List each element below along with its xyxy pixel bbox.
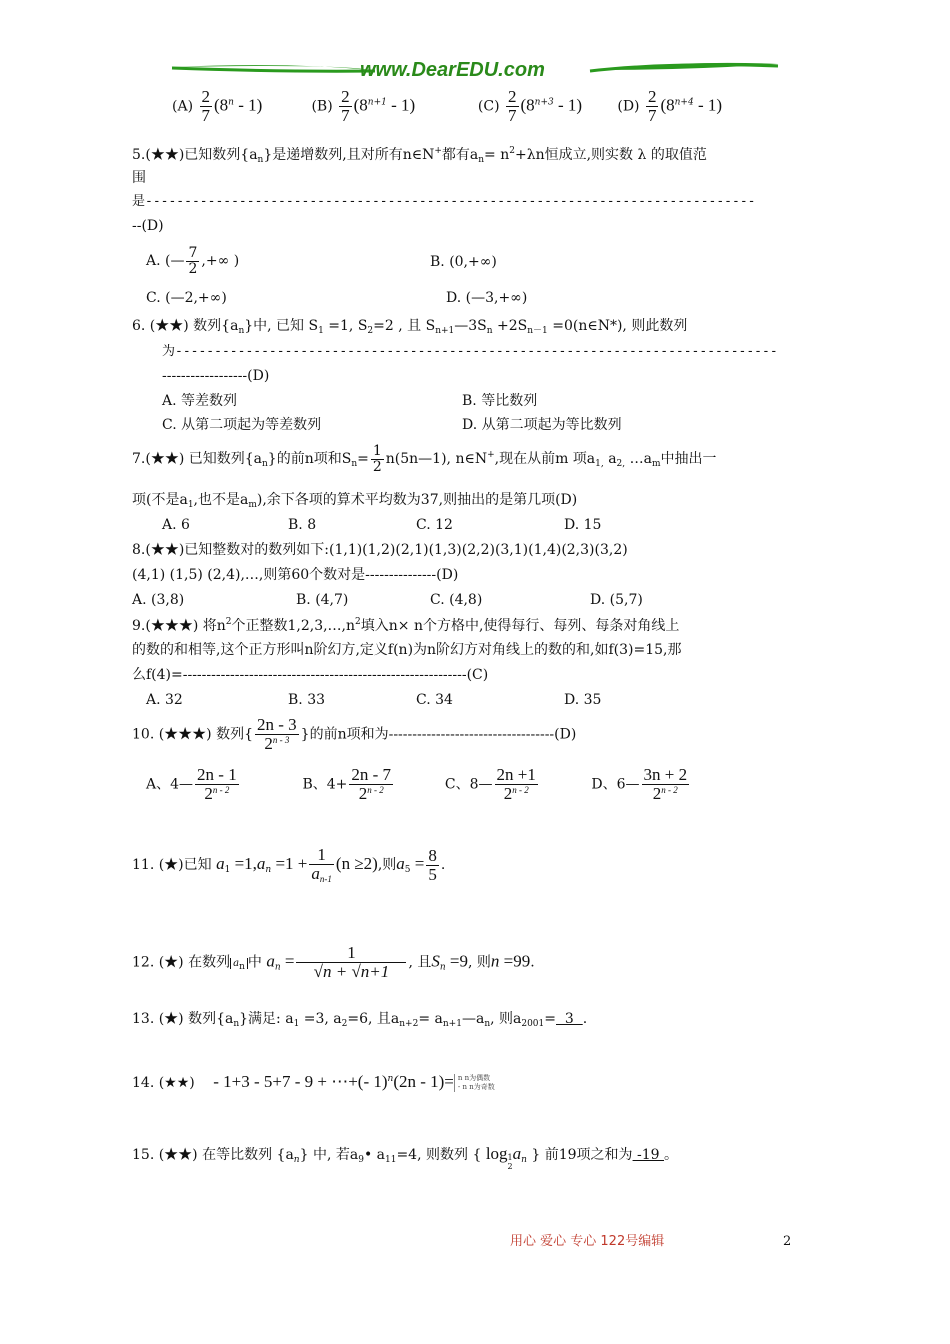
q9-option-c: C. 34 bbox=[416, 692, 453, 708]
q15-answer: -19 bbox=[632, 1147, 665, 1163]
q7-option-d: D. 15 bbox=[564, 517, 602, 533]
q15: 15. (★★) 在等比数列 $\{a_n\}$ 中, 若$a_9•$ $a_{11}=4$, 则数列 { log 1 2 $a_n$ } 前19项之和为 -19 。 bbox=[132, 1144, 679, 1171]
q9-option-d: D. 35 bbox=[564, 692, 602, 708]
footer-credit: 用心 爱心 专心 122号编辑 bbox=[510, 1234, 665, 1249]
q9-option-b: B. 33 bbox=[288, 692, 326, 708]
q10-option-b: B、4+ $\frac{2n - 7}{2^{n - 2}}$ bbox=[302, 765, 392, 803]
q7-option-a: A. 6 bbox=[162, 517, 190, 533]
q6-option-c: C. 从第二项起为等差数列 bbox=[162, 417, 322, 433]
q9-line2: 的数的和相等,这个正方形叫n阶幻方,定义f(n)为n阶幻方对角线上的数的和,如f(3)=15,那 bbox=[132, 642, 682, 658]
q10-stem: 10. (★★★) 数列{ $\frac{2n - 3}{2^{n - 3}}$ }的前n项和为-----------------------------------(D) bbox=[132, 715, 577, 753]
q4-option-d: (D) $\frac{2}{7}$ $(8^{n+4} - 1)$ bbox=[617, 87, 723, 125]
q8-option-a: A. (3,8) bbox=[132, 592, 185, 608]
q6-line2: 为----------------------------------------------------------------------------- bbox=[162, 344, 778, 359]
q4-options bbox=[172, 88, 722, 125]
q11: 11. (★)已知 $a_1 =1,a_n =1$ + $\frac{1}{a_{n-1}}$ (n ≥2),则$a_5$ = $\frac{8}{5}$ . bbox=[132, 845, 446, 884]
q6-option-d: D. 从第二项起为等比数列 bbox=[462, 417, 622, 433]
q5-line4: --(D) bbox=[132, 218, 164, 234]
q5-line1: 5.(★★)已知数列$\{a_n\}$是递增数列,且对所有n∈N+都有$a_n= n^2+\lambda n$恒成立,则实数 λ 的取值范 bbox=[132, 146, 707, 165]
q5-option-a: A. (— $\frac{7}{2}$ ,+∞ ) bbox=[146, 245, 240, 277]
q5-option-d: D. (—3,+∞) bbox=[446, 290, 528, 306]
page-number: 2 bbox=[783, 1234, 792, 1249]
q5-option-c: C. (—2,+∞) bbox=[146, 290, 227, 306]
q7-line1: 7.(★★) 已知数列$\{a_n\}$的前n项和$S_n=$ $\frac{1}{2}$ n(5n—1), n∈N+,现在从前m 项$a_{1,}$ $a_{2,}$ $\dots a_m$中抽出一 bbox=[132, 443, 717, 475]
q9-option-a: A. 32 bbox=[146, 692, 183, 708]
q6-line3: ------------------(D) bbox=[162, 368, 270, 384]
q9-line1: 9.(★★★) 将$n^2$个正整数$1,2,3,\dots,n^2$填入n× n个方格中,使得每行、每列、每条对角线上 bbox=[132, 617, 680, 634]
q4-option-c: (C) $\frac{2}{7}$ $(8^{n+3} - 1)$ bbox=[477, 87, 583, 125]
q4-option-a: (A) $\frac{2}{7}$ (8$^n$ - 1) bbox=[172, 87, 263, 125]
q8-option-d: D. (5,7) bbox=[590, 592, 643, 608]
q9-line3: 么f(4)=------------------------------------------------------------(C) bbox=[132, 667, 489, 683]
q8-option-b: B. (4,7) bbox=[296, 592, 349, 608]
q5-line3: 是------------------------------------------------------------------------------ bbox=[132, 194, 756, 209]
q8-line2: (4,1) (1,5) (2,4),…,则第60个数对是---------------(D) bbox=[132, 567, 459, 583]
q6-line1: 6. (★★) 数列$\{a_n\}$中, 已知 $S_1 =1$, $S_2=2$ , 且 $S_{n+1}—3S_n +2S_{n-1}$ =0(n∈N*), 则此数列 bbox=[132, 318, 688, 336]
site-logo-text[interactable]: www.DearEDU.com bbox=[360, 59, 545, 81]
q4-option-b: (B) $\frac{2}{7}$ $(8^{n+1} - 1)$ bbox=[311, 87, 416, 125]
q13-answer: 3 bbox=[556, 1011, 583, 1027]
q6-option-a: A. 等差数列 bbox=[162, 393, 238, 409]
q5-line2: 围 bbox=[132, 170, 146, 186]
q10-option-c: C、8— $\frac{2n +1}{2^{n - 2}}$ bbox=[444, 765, 536, 803]
q12: 12. (★) 在数列 an 中 $a_n$ = $\frac{1}{√n + √n+1}$ , 且$S_n =9$, 则n =99. bbox=[132, 943, 535, 981]
q7-line2: 项(不是$a_1$,也不是$a_m$),余下各项的算术平均数为37,则抽出的是第几项(D) bbox=[132, 492, 578, 510]
q10-options bbox=[146, 766, 691, 803]
q10-option-a: A、4— $\frac{2n - 1}{2^{n - 2}}$ bbox=[146, 765, 237, 803]
q13: 13. (★) 数列$\{a_n\}$满足: $a_1 =3$, $a_2=6$, 且$a_{n+2}=$ $a_{n+1}—a_n$, 则$a_{2001}= 3$ . bbox=[132, 1011, 588, 1029]
q7-option-b: B. 8 bbox=[288, 517, 317, 533]
q14: 14. (★★) - 1+3 - 5+7 - 9 + ⋯+(- 1)$^n$(2n - 1)= n n为偶数 - n n为奇数 bbox=[132, 1072, 495, 1091]
q8-line1: 8.(★★)已知整数对的数列如下:(1,1)(1,2)(2,1)(1,3)(2,2)(3,1)(1,4)(2,3)(3,2) bbox=[132, 542, 628, 558]
q8-option-c: C. (4,8) bbox=[430, 592, 483, 608]
header-banner bbox=[170, 58, 780, 84]
q10-option-d: D、6— $\frac{3n + 2}{2^{n - 2}}$ bbox=[591, 765, 688, 803]
q6-option-b: B. 等比数列 bbox=[462, 393, 538, 409]
q5-option-b: B. (0,+∞) bbox=[430, 254, 497, 270]
q7-option-c: C. 12 bbox=[416, 517, 453, 533]
